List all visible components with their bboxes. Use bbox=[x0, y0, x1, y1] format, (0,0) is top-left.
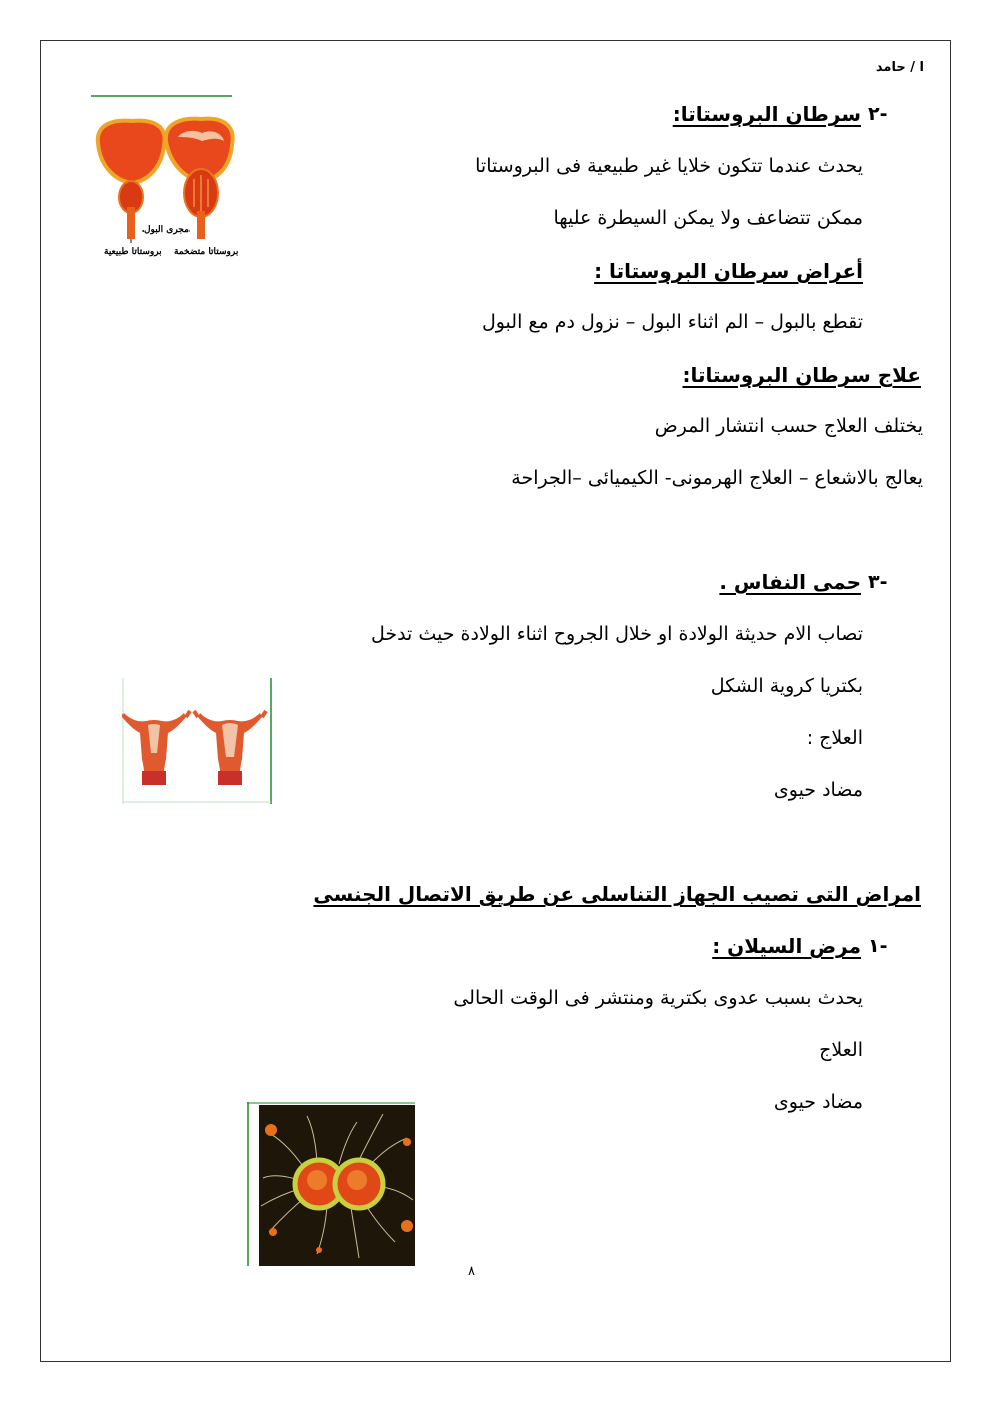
text-line: تقطع بالبول – الم اثناء البول – نزول دم مع البول bbox=[481, 311, 863, 333]
bacteria-figure bbox=[247, 1102, 417, 1266]
prostate-illustration-icon bbox=[90, 95, 235, 265]
bacteria-illustration-icon bbox=[247, 1102, 417, 1266]
section-title-puerperal-fever: حمى النفاس . bbox=[719, 570, 861, 594]
prostate-figure bbox=[90, 95, 239, 265]
subheading-symptoms: أعراض سرطان البروستاتا : bbox=[594, 259, 863, 283]
text-line: يحدث عندما تتكون خلايا غير طبيعية فى البروستاتا bbox=[475, 155, 863, 177]
text-line: يختلف العلاج حسب انتشار المرض bbox=[654, 415, 923, 437]
section-title-gonorrhea: مرض السيلان : bbox=[712, 934, 861, 958]
text-line: مضاد حيوى bbox=[773, 779, 863, 801]
text-line: ممكن تتضاعف ولا يمكن السيطرة عليها bbox=[553, 207, 863, 229]
text-line: بكتريا كروية الشكل bbox=[710, 675, 863, 697]
text-line: مضاد حيوى bbox=[773, 1091, 863, 1113]
section-number: ٣- bbox=[868, 571, 888, 593]
std-heading: امراض التى تصيب الجهاز التناسلى عن طريق الاتصال الجنسى bbox=[313, 882, 921, 906]
section-title-prostate-cancer: سرطان البروستاتا: bbox=[672, 102, 861, 126]
uterus-illustration-icon bbox=[122, 677, 274, 807]
enlarged-prostate-label: بروستاتا متضخمة bbox=[174, 247, 239, 257]
urethra-label: مجرى البول bbox=[144, 225, 189, 235]
text-line: العلاج : bbox=[806, 727, 863, 749]
section-number: ١- bbox=[868, 935, 888, 957]
text-line: تصاب الام حديثة الولادة او خلال الجروح اثناء الولادة حيث تدخل bbox=[370, 623, 863, 645]
page-number: ٨ bbox=[468, 1264, 475, 1279]
author-label: ا / حامد bbox=[875, 60, 924, 75]
uterus-figure bbox=[122, 677, 274, 807]
section-number: ٢- bbox=[868, 103, 888, 125]
normal-prostate-label: بروستاتا طبيعية bbox=[104, 247, 162, 257]
text-line: يعالج بالاشعاع – العلاج الهرمونى- الكيميائى –الجراحة bbox=[511, 467, 923, 489]
text-line: العلاج bbox=[819, 1039, 863, 1061]
subheading-treatment: علاج سرطان البروستاتا: bbox=[682, 363, 921, 387]
text-line: يحدث بسبب عدوى بكترية ومنتشر فى الوقت الحالى bbox=[453, 987, 863, 1009]
